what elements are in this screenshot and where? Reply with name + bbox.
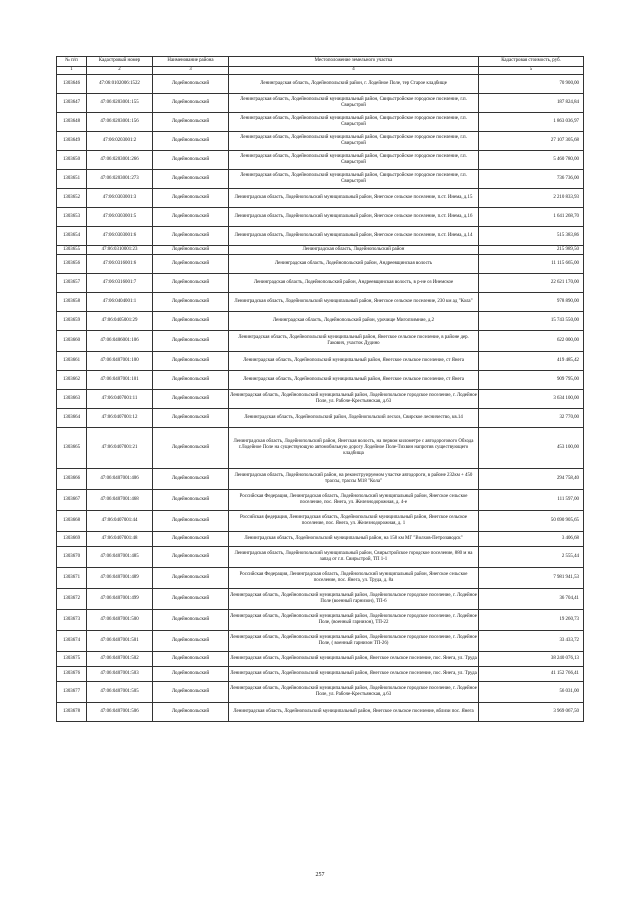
- table-row: [57, 274, 584, 293]
- table-row: [57, 113, 584, 132]
- cadastral-value-cell: 27 107 305,68: [479, 132, 584, 151]
- cadastral-number-cell: 47:06:0407001:468: [87, 490, 153, 511]
- table-row: [57, 610, 584, 631]
- cadastral-value-cell: 215 989,50: [479, 246, 584, 255]
- cadastral-number-cell: 47:06:0407001:501: [87, 631, 153, 652]
- row-number-cell: 1303654: [57, 227, 87, 246]
- location-cell: Ленинградская область, Лодейнопольский район, Андреевщинская волость: [229, 255, 479, 274]
- district-cell: Лодейнопольский: [153, 113, 229, 132]
- cadastral-value-cell: 3 634 100,00: [479, 390, 584, 409]
- row-number-cell: 1303649: [57, 132, 87, 151]
- cadastral-value-cell: 736 736,00: [479, 170, 584, 189]
- location-cell: Российская Федерация, Ленинградская область, Лодейнопольский муниципальный район, Янегское сельское поселение, пос. Янега, ул. Железнодорожная, д. 4-е: [229, 490, 479, 511]
- location-cell: Ленинградская область, Лодейнопольский район, Янегская волость, на первом километре с автодорогового Обхода г.Лодейное Поле на существующую автомобильную дорогу Лодейное Поле-Тихвин напротив существующего кладбища: [229, 428, 479, 469]
- district-cell: Лодейнопольский: [153, 94, 229, 113]
- location-cell: Ленинградская область, Лодейнопольский муниципальный район, Янегское сельское поселение, п.ст. Инема, д.15: [229, 189, 479, 208]
- header-district: Наименование района: [153, 57, 229, 67]
- table-row: [57, 652, 584, 667]
- table-row: [57, 667, 584, 682]
- cadastral-value-cell: 32 770,00: [479, 409, 584, 428]
- row-number-cell: 1303660: [57, 331, 87, 352]
- row-number-cell: 1303650: [57, 151, 87, 170]
- row-number-cell: 1303678: [57, 703, 87, 722]
- cadastral-number-cell: 47:06:0303001:3: [87, 189, 153, 208]
- cadastral-value-cell: 70 900,00: [479, 75, 584, 94]
- location-cell: Ленинградская область, Лодейнопольский муниципальный район, Свирьстройское городское поселение, г.п. Свирьстрой: [229, 170, 479, 189]
- location-cell: Ленинградская область, Лодейнопольский муниципальный район, Свирьстройское городское поселение, г.п. Свирьстрой: [229, 132, 479, 151]
- cadastral-value-cell: 7 981 941,53: [479, 568, 584, 589]
- row-number-cell: 1303676: [57, 667, 87, 682]
- row-number-cell: 1303651: [57, 170, 87, 189]
- location-cell: Ленинградская область, Лодейнопольский муниципальный район, Свирьстройское городское поселение, г.п. Свирьстрой: [229, 113, 479, 132]
- cadastral-number-cell: 47:06:0102006:1522: [87, 75, 153, 94]
- table-row: [57, 409, 584, 428]
- table-row: [57, 246, 584, 255]
- table-row: [57, 151, 584, 170]
- district-cell: Лодейнопольский: [153, 227, 229, 246]
- location-cell: Ленинградская область, Лодейнопольский муниципальный район, Янегское сельское поселение, пос. Янега, ул. Труда: [229, 667, 479, 682]
- table-row: [57, 331, 584, 352]
- cadastral-value-cell: 56 031,00: [479, 682, 584, 703]
- district-cell: Лодейнопольский: [153, 469, 229, 490]
- district-cell: Лодейнопольский: [153, 589, 229, 610]
- cadastral-value-cell: 33 433,72: [479, 631, 584, 652]
- cadastral-number-cell: 47:06:0407001:12: [87, 409, 153, 428]
- cadastral-number-cell: 47:06:0303001:5: [87, 208, 153, 227]
- header-value: Кадастровая стоимость, руб.: [479, 57, 584, 67]
- row-number-cell: 1303658: [57, 293, 87, 312]
- cadastral-value-cell: 11 115 665,00: [479, 255, 584, 274]
- location-cell: Ленинградская область, Лодейнопольский муниципальный район, Янегское сельское поселение, ст Янега: [229, 352, 479, 371]
- row-number-cell: 1303653: [57, 208, 87, 227]
- row-number-cell: 1303675: [57, 652, 87, 667]
- row-number-cell: 1303655: [57, 246, 87, 255]
- row-number-cell: 1303657: [57, 274, 87, 293]
- column-number: 2: [87, 67, 153, 75]
- district-cell: Лодейнопольский: [153, 652, 229, 667]
- table-row: [57, 589, 584, 610]
- location-cell: Ленинградская область, Лодейнопольский муниципальный район, Лодейнопольское городское поселение, г. Лодейное Поле (военный гарнизон), ТП-6: [229, 589, 479, 610]
- district-cell: Лодейнопольский: [153, 255, 229, 274]
- cadastral-value-cell: 3 406,68: [479, 532, 584, 547]
- cadastral-value-cell: 19 260,73: [479, 610, 584, 631]
- column-number-row: [57, 67, 584, 75]
- cadastral-number-cell: 47:06:0407001:502: [87, 652, 153, 667]
- location-cell: Ленинградская область, Лодейнопольский муниципальный район, Янегское сельское поселение, вблизи пос. Янега: [229, 703, 479, 722]
- cadastral-number-cell: 47:06:0407001:485: [87, 547, 153, 568]
- location-cell: Ленинградская область, Лодейнопольский муниципальный район, Лодейнопольское городское поселение, г. Лодейное Поле, ( военный гарнизон ТП-26): [229, 631, 479, 652]
- cadastral-value-cell: 294 758,40: [479, 469, 584, 490]
- district-cell: Лодейнопольский: [153, 547, 229, 568]
- row-number-cell: 1303669: [57, 532, 87, 547]
- cadastral-number-cell: 47:06:0407001:100: [87, 352, 153, 371]
- table-row: [57, 352, 584, 371]
- table-row: [57, 428, 584, 469]
- cadastral-number-cell: 47:06:0407001:406: [87, 469, 153, 490]
- cadastral-value-cell: 187 824,84: [479, 94, 584, 113]
- cadastral-value-cell: 909 795,00: [479, 371, 584, 390]
- cadastral-number-cell: 47:06:0407001:506: [87, 703, 153, 722]
- district-cell: Лодейнопольский: [153, 371, 229, 390]
- district-cell: Лодейнопольский: [153, 631, 229, 652]
- district-cell: Лодейнопольский: [153, 682, 229, 703]
- row-number-cell: 1303663: [57, 390, 87, 409]
- table-row: [57, 189, 584, 208]
- table-row: [57, 208, 584, 227]
- cadastral-value-cell: 419 485,42: [479, 352, 584, 371]
- cadastral-value-cell: 50 690 905,65: [479, 511, 584, 532]
- location-cell: Ленинградская область, Лодейнопольский район, Лодейнопольский лесхоз, Свирское лесничество, кв.14: [229, 409, 479, 428]
- cadastral-number-cell: 47:06:0203001:156: [87, 113, 153, 132]
- cadastral-value-cell: 978 890,00: [479, 293, 584, 312]
- cadastral-number-cell: 47:06:0407001:505: [87, 682, 153, 703]
- row-number-cell: 1303664: [57, 409, 87, 428]
- column-number: 5: [479, 67, 584, 75]
- table-body: [57, 75, 584, 722]
- district-cell: Лодейнопольский: [153, 667, 229, 682]
- table-row: [57, 532, 584, 547]
- location-cell: Ленинградская область, Лодейнопольский муниципальный район, Янегское сельское поселение, пос. Янега, ул. Труда: [229, 652, 479, 667]
- row-number-cell: 1303667: [57, 490, 87, 511]
- table-row: [57, 390, 584, 409]
- location-cell: Ленинградская область, Лодейнопольский муниципальный район, Свирьстройское городское поселение, 880 м на запад от г.п. Свирьстрой, ТП 1-1: [229, 547, 479, 568]
- location-cell: Ленинградская область, Лодейнопольский муниципальный район, Лодейнопольское городское поселение, г. Лодейное Поле, (военный гарнизон), ТП-22: [229, 610, 479, 631]
- location-cell: Ленинградская область, Лодейнопольский муниципальный район, Лодейнопольское городское поселение, г. Лодейное Поле, ул. Рабоче-Крестьянская, д.63: [229, 390, 479, 409]
- row-number-cell: 1303652: [57, 189, 87, 208]
- row-number-cell: 1303662: [57, 371, 87, 390]
- page-number: 257: [315, 872, 325, 878]
- table-row: [57, 227, 584, 246]
- district-cell: Лодейнопольский: [153, 75, 229, 94]
- cadastral-number-cell: 47:06:0316001:6: [87, 255, 153, 274]
- cadastral-value-cell: 111 597,00: [479, 490, 584, 511]
- district-cell: Лодейнопольский: [153, 490, 229, 511]
- location-cell: Российская федерация, Ленинградская область, Лодейнопольский муниципальный район, Янегское сельское поселение, пос. Янега, ул. Железнодорожная, д. 1: [229, 511, 479, 532]
- location-cell: Ленинградская область, Лодейнопольский муниципальный район, Янегское сельское поселение, в районе дер. Гакович, участок Дудино: [229, 331, 479, 352]
- cadastral-number-cell: 47:06:0407001:21: [87, 428, 153, 469]
- header-row: [57, 57, 584, 67]
- district-cell: Лодейнопольский: [153, 390, 229, 409]
- header-location: Местоположение земельного участка: [229, 57, 479, 67]
- location-cell: Ленинградская область, Лодейнопольский муниципальный район, Свирьстройское городское поселение, г.п. Свирьстрой: [229, 151, 479, 170]
- row-number-cell: 1303670: [57, 547, 87, 568]
- district-cell: Лодейнопольский: [153, 293, 229, 312]
- cadastral-number-cell: 47:06:0407001:489: [87, 568, 153, 589]
- table-row: [57, 132, 584, 151]
- district-cell: Лодейнопольский: [153, 703, 229, 722]
- district-cell: Лодейнопольский: [153, 312, 229, 331]
- cadastral-value-cell: 15 743 550,00: [479, 312, 584, 331]
- table-row: [57, 312, 584, 331]
- location-cell: Ленинградская область, Лодейнопольский район, на реконструируемом участке автодороги, в районе 232км + 450 трассы, трассы М18 "Кола": [229, 469, 479, 490]
- table-row: [57, 94, 584, 113]
- cadastral-number-cell: 47:06:0203001:2: [87, 132, 153, 151]
- row-number-cell: 1303656: [57, 255, 87, 274]
- table-row: [57, 568, 584, 589]
- cadastral-value-cell: 515 383,86: [479, 227, 584, 246]
- district-cell: Лодейнопольский: [153, 246, 229, 255]
- cadastral-number-cell: 47:06:0407001:500: [87, 610, 153, 631]
- table-row: [57, 75, 584, 94]
- cadastral-value-cell: 453 100,00: [479, 428, 584, 469]
- table-row: [57, 547, 584, 568]
- header-num: № п/п: [57, 57, 87, 67]
- location-cell: Ленинградская область, Лодейнопольский район, урочище Мигопзимние, д.2: [229, 312, 479, 331]
- row-number-cell: 1303677: [57, 682, 87, 703]
- row-number-cell: 1303674: [57, 631, 87, 652]
- cadastral-number-cell: 47:06:0407001:11: [87, 390, 153, 409]
- cadastral-value-cell: 38 240 076,13: [479, 652, 584, 667]
- cadastral-value-cell: 36 704,41: [479, 589, 584, 610]
- district-cell: Лодейнопольский: [153, 132, 229, 151]
- district-cell: Лодейнопольский: [153, 511, 229, 532]
- district-cell: Лодейнопольский: [153, 352, 229, 371]
- column-number: 1: [57, 67, 87, 75]
- table-row: [57, 631, 584, 652]
- row-number-cell: 1303666: [57, 469, 87, 490]
- cadastral-number-cell: 47:06:0303001:6: [87, 227, 153, 246]
- district-cell: Лодейнопольский: [153, 568, 229, 589]
- location-cell: Ленинградская область, Лодейнопольский район, г. Лодейное Поле, тер Старое кладбище: [229, 75, 479, 94]
- cadastral-number-cell: 47:06:0203001:273: [87, 170, 153, 189]
- location-cell: Ленинградская область, Лодейнопольский муниципальный район, Свирьстройское городское поселение, г.п. Свирьстрой: [229, 94, 479, 113]
- cadastral-number-cell: 47:06:0310001:23: [87, 246, 153, 255]
- row-number-cell: 1303647: [57, 94, 87, 113]
- district-cell: Лодейнопольский: [153, 428, 229, 469]
- column-number: 4: [229, 67, 479, 75]
- row-number-cell: 1303668: [57, 511, 87, 532]
- row-number-cell: 1303672: [57, 589, 87, 610]
- location-cell: Ленинградская область, Лодейнопольский муниципальный район, на 158 км МГ "Волхов-Петрозаводск": [229, 532, 479, 547]
- district-cell: Лодейнопольский: [153, 208, 229, 227]
- cadastral-value-cell: 1 641 268,70: [479, 208, 584, 227]
- cadastral-number-cell: 47:06:0203001:266: [87, 151, 153, 170]
- cadastral-number-cell: 47:06:0407001:48: [87, 532, 153, 547]
- location-cell: Ленинградская область, Лодейнопольский муниципальный район, Янегское сельское поселение, п.ст. Инема, д.14: [229, 227, 479, 246]
- table-row: [57, 490, 584, 511]
- cadastral-value-table: [56, 56, 584, 722]
- row-number-cell: 1303659: [57, 312, 87, 331]
- district-cell: Лодейнопольский: [153, 532, 229, 547]
- row-number-cell: 1303661: [57, 352, 87, 371]
- location-cell: Ленинградская область, Лодейнопольский район: [229, 246, 479, 255]
- district-cell: Лодейнопольский: [153, 610, 229, 631]
- cadastral-number-cell: 47:06:0406001:106: [87, 331, 153, 352]
- cadastral-value-cell: 41 152 766,41: [479, 667, 584, 682]
- cadastral-number-cell: 47:06:0407001:101: [87, 371, 153, 390]
- cadastral-number-cell: 47:06:0405001:29: [87, 312, 153, 331]
- district-cell: Лодейнопольский: [153, 170, 229, 189]
- district-cell: Лодейнопольский: [153, 274, 229, 293]
- row-number-cell: 1303665: [57, 428, 87, 469]
- row-number-cell: 1303648: [57, 113, 87, 132]
- cadastral-value-cell: 2 555,44: [479, 547, 584, 568]
- district-cell: Лодейнопольский: [153, 189, 229, 208]
- column-number: 3: [153, 67, 229, 75]
- table-row: [57, 293, 584, 312]
- district-cell: Лодейнопольский: [153, 151, 229, 170]
- table-row: [57, 682, 584, 703]
- table-row: [57, 170, 584, 189]
- location-cell: Ленинградская область, Лодейнопольский муниципальный район, Лодейнопольское городское поселение, г. Лодейное Поле, ул. Рабоче-Крестьянская, д.63: [229, 682, 479, 703]
- location-cell: Ленинградская область, Лодейнопольский муниципальный район, Янегское сельское поселение, п.ст. Инема, д.16: [229, 208, 479, 227]
- location-cell: Российская Федерация, Ленинградская область, Лодейнопольский муниципальный район, Янегское сельское поселение, пос. Янега, ул. Труда, д. 8а: [229, 568, 479, 589]
- header-cadastral-number: Кадастровый номер: [87, 57, 153, 67]
- cadastral-value-cell: 2 210 833,93: [479, 189, 584, 208]
- location-cell: Ленинградская область, Лодейнопольский муниципальный район, Янегское сельское поселение, ст Янега: [229, 371, 479, 390]
- cadastral-value-cell: 22 621 170,00: [479, 274, 584, 293]
- cadastral-number-cell: 47:06:0407001:503: [87, 667, 153, 682]
- cadastral-number-cell: 47:06:0407001:499: [87, 589, 153, 610]
- cadastral-value-cell: 3 969 067,50: [479, 703, 584, 722]
- district-cell: Лодейнопольский: [153, 409, 229, 428]
- location-cell: Ленинградская область, Лодейнопольский район, Андреевщинская волость, в р-не оз Инемское: [229, 274, 479, 293]
- district-cell: Лодейнопольский: [153, 331, 229, 352]
- cadastral-value-cell: 1 863 036,97: [479, 113, 584, 132]
- table-row: [57, 371, 584, 390]
- location-cell: Ленинградская область, Лодейнопольский муниципальный район, Янегское сельское поселение, 230 км ад "Кола": [229, 293, 479, 312]
- row-number-cell: 1303673: [57, 610, 87, 631]
- cadastral-number-cell: 47:06:0316001:7: [87, 274, 153, 293]
- row-number-cell: 1303671: [57, 568, 87, 589]
- table-row: [57, 469, 584, 490]
- cadastral-number-cell: 47:06:0203001:155: [87, 94, 153, 113]
- cadastral-number-cell: 47:06:0407001:44: [87, 511, 153, 532]
- table-row: [57, 255, 584, 274]
- cadastral-value-cell: 622 000,00: [479, 331, 584, 352]
- table-row: [57, 703, 584, 722]
- cadastral-value-cell: 5 460 780,00: [479, 151, 584, 170]
- cadastral-number-cell: 47:06:0404001:1: [87, 293, 153, 312]
- row-number-cell: 1303646: [57, 75, 87, 94]
- table-row: [57, 511, 584, 532]
